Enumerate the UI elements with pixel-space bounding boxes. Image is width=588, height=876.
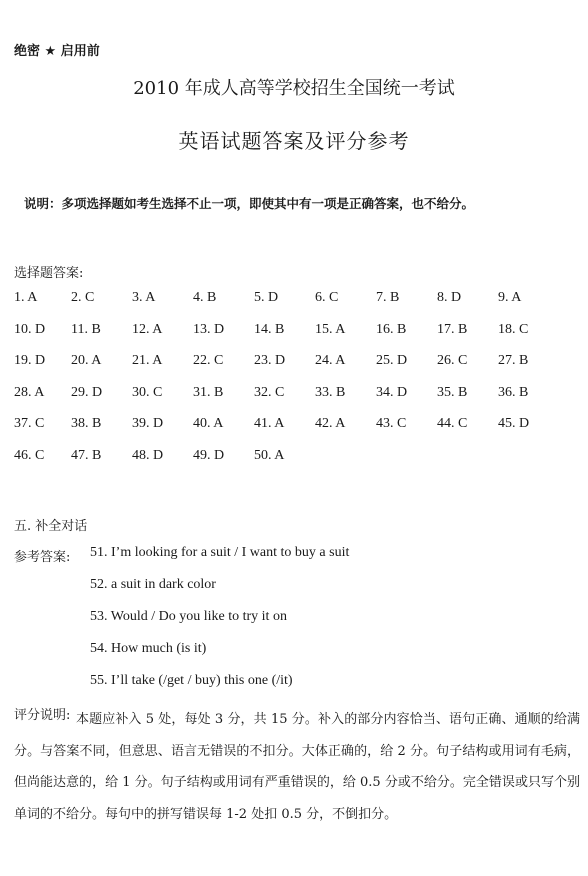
- answer-item: 1. A: [14, 290, 38, 305]
- answer-item: 43. C: [376, 416, 407, 432]
- answer-item: 38. B: [71, 416, 102, 432]
- answer-item: 11. B: [71, 321, 101, 337]
- answer-item: 49. D: [193, 447, 225, 463]
- answer-item: 23. D: [254, 353, 286, 369]
- answer-item: 12. A: [132, 321, 163, 337]
- reference-answer-label: 参考答案:: [14, 550, 71, 565]
- mc-answer-grid: [14, 290, 584, 480]
- dialog-answer-line: 55. I’ll take (/get / buy) this one (/it): [90, 673, 293, 688]
- answer-item: 16. B: [376, 321, 407, 337]
- answer-item: 19. D: [14, 353, 46, 369]
- dialog-answer-line: 53. Would / Do you like to try it on: [90, 609, 287, 624]
- confidential-mark: 绝密 ★ 启用前: [14, 44, 100, 59]
- answer-item: 25. D: [376, 353, 408, 369]
- answer-item: 10. D: [14, 321, 46, 337]
- answer-item: 31. B: [193, 384, 224, 400]
- exam-title: 2010 年成人高等学校招生全国统一考试: [133, 78, 455, 99]
- answer-item: 7. B: [376, 290, 400, 305]
- answer-item: 9. A: [498, 290, 522, 305]
- answer-item: 50. A: [254, 447, 285, 463]
- answer-item: 6. C: [315, 290, 339, 305]
- answer-item: 17. B: [437, 321, 468, 337]
- answer-item: 18. C: [498, 321, 529, 337]
- answer-item: 45. D: [498, 416, 530, 432]
- mc-heading: 选择题答案:: [14, 266, 84, 281]
- answer-item: 24. A: [315, 353, 346, 369]
- dialog-answer-line: 51. I’m looking for a suit / I want to buy a suit: [90, 545, 350, 560]
- answer-item: 32. C: [254, 384, 285, 400]
- answer-item: 13. D: [193, 321, 225, 337]
- grading-label: 评分说明:: [14, 708, 71, 723]
- answer-item: 27. B: [498, 353, 529, 369]
- answer-item: 2. C: [71, 290, 95, 305]
- answer-item: 44. C: [437, 416, 468, 432]
- section5-heading: 五. 补全对话: [14, 519, 88, 534]
- answer-item: 28. A: [14, 384, 45, 400]
- answer-item: 15. A: [315, 321, 346, 337]
- instruction-note: 说明：多项选择题如考生选择不止一项，即使其中有一项是正确答案，也不给分。: [24, 196, 475, 211]
- answer-item: 34. D: [376, 384, 408, 400]
- dialog-answer-line: 52. a suit in dark color: [90, 577, 216, 592]
- answer-item: 42. A: [315, 416, 346, 432]
- answer-item: 29. D: [71, 384, 103, 400]
- grading-notes: [14, 704, 580, 830]
- answer-item: 47. B: [71, 447, 102, 463]
- answer-item: 8. D: [437, 290, 462, 305]
- answer-item: 3. A: [132, 290, 156, 305]
- answer-item: 46. C: [14, 447, 45, 463]
- answer-item: 48. D: [132, 447, 164, 463]
- answer-item: 5. D: [254, 290, 279, 305]
- answer-item: 35. B: [437, 384, 468, 400]
- answer-item: 21. A: [132, 353, 163, 369]
- answer-item: 20. A: [71, 353, 102, 369]
- grading-text: 本题应补入 5 处，每处 3 分，共 15 分。补入的部分内容恰当、语句正确、通顺的给满分。与答案不同，但意思、语言无错误的不扣分。大体正确的，给 2 分。句子结构或用词有毛病，但尚能达意的，给 1 分。句子结构或用词有严重错误的，给 0.5 分或不给分。完全错误或只写个别单词的不给分。每句中的拼写错误每 1-2 处扣 0.5 分，不倒扣分。: [14, 712, 580, 822]
- document-title: 英语试题答案及评分参考: [178, 129, 410, 153]
- answer-item: 22. C: [193, 353, 224, 369]
- answer-item: 14. B: [254, 321, 285, 337]
- answer-item: 37. C: [14, 416, 45, 432]
- answer-item: 26. C: [437, 353, 468, 369]
- answer-item: 30. C: [132, 384, 163, 400]
- dialog-answer-line: 54. How much (is it): [90, 641, 207, 656]
- answer-item: 33. B: [315, 384, 346, 400]
- dialog-answers: [90, 543, 349, 703]
- answer-item: 4. B: [193, 290, 217, 305]
- answer-item: 36. B: [498, 384, 529, 400]
- answer-item: 41. A: [254, 416, 285, 432]
- answer-item: 40. A: [193, 416, 224, 432]
- answer-item: 39. D: [132, 416, 164, 432]
